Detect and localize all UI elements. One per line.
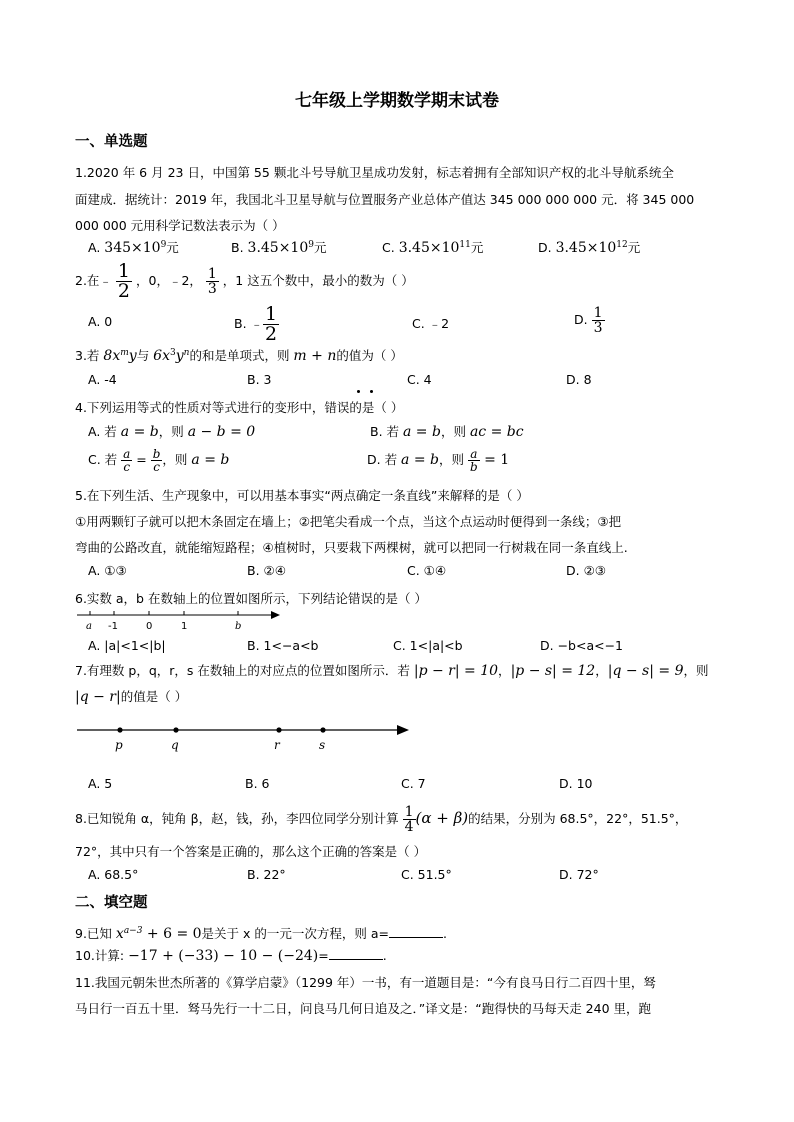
point-q — [173, 727, 178, 732]
option-c: C. ①④ — [407, 563, 447, 578]
option-b: B. 22° — [247, 867, 286, 882]
option-d: D. 10 — [559, 776, 593, 791]
option-a: A. 68.5° — [88, 867, 139, 882]
emphasis-dot — [370, 390, 373, 393]
option-b: B. ②④ — [247, 563, 286, 578]
question-text: 2.在﹣ $\frac{1}{2}$ ，0，﹣2， $\frac{1}{3}$ ，1 这五个数中，最小的数为（ ） — [75, 260, 414, 302]
question-text: 000 000 元用科学记数法表示为（ ） — [75, 218, 285, 233]
tick-label: 0 — [146, 621, 153, 632]
option-a: A. 5 — [88, 776, 113, 791]
option-d: D. ②③ — [566, 563, 606, 578]
section-heading-fill-blank: 二、填空题 — [75, 895, 148, 911]
point-label: q — [171, 738, 179, 752]
option-c: C. $3.45\times 10^{11}$元 — [382, 239, 484, 256]
option-a: A. |a|<1<|b| — [88, 638, 166, 653]
question-9: 9.已知 $x^{a-3} + 6 = 0$是关于 x 的一元一次方程，则 a= . — [75, 925, 447, 942]
question-text: |q − r|的值是（ ） — [75, 689, 188, 705]
option-b: B. ﹣ $\frac{1}{2}$ — [234, 303, 278, 345]
option-d: D. $\frac{1}{3}$ — [574, 305, 603, 336]
question-text: 7.有理数 p，q，r，s 在数轴上的对应点的位置如图所示．若 |p − r| = 10，|p − s| = 12，|q − s| = 9，则 — [75, 663, 709, 679]
question-text: 72°，其中只有一个答案是正确的，那么这个正确的答案是（ ） — [75, 844, 427, 859]
option-a: A. $345\times 10^9$元 — [88, 239, 179, 256]
question-text: 11.我国元朝朱世杰所著的《算学启蒙》（1299 年）一书，有一道题目是：“今有良马日行二百四十里，驽 — [75, 975, 656, 990]
option-d: D. $3.45\times 10^{12}$元 — [538, 239, 641, 256]
option-c: C. 51.5° — [401, 867, 452, 882]
tick-label: -1 — [108, 621, 118, 632]
question-text: 面建成．据统计：2019 年，我国北斗卫星导航与位置服务产业总体产值达 345 000 000 000 元．将 345 000 — [75, 192, 695, 207]
option-d: D. 8 — [566, 372, 592, 387]
answer-blank[interactable] — [329, 948, 383, 960]
option-b: B. 1<−a<b — [247, 638, 319, 653]
question-text: 5.在下列生活、生产现象中，可以用基本事实“两点确定一条直线”来解释的是（ ） — [75, 488, 529, 503]
option-a: A. -4 — [88, 372, 117, 387]
point-label: p — [115, 738, 123, 752]
option-b: B. 6 — [245, 776, 270, 791]
axis-arrow — [271, 611, 280, 619]
option-b: B. $3.45\times 10^9$元 — [231, 239, 327, 256]
option-a: A. 若 a = b，则 a − b = 0 — [88, 424, 256, 440]
option-a: A. ①③ — [88, 563, 127, 578]
option-c: C. 若 $\frac{a}{c}$ = $\frac{b}{c}$ ，则 a = b — [88, 447, 230, 474]
number-line-figure — [75, 718, 415, 754]
answer-blank[interactable] — [389, 926, 443, 938]
question-text: 弯曲的公路改直，就能缩短路程；④植树时，只要栽下两棵树，就可以把同一行树栽在同一条直线上. — [75, 540, 628, 555]
question-text: ①用两颗钉子就可以把木条固定在墙上；②把笔尖看成一个点，当这个点运动时便得到一条线；③把 — [75, 514, 622, 529]
option-d: D. 若 a = b，则 $\frac{a}{b}$ = 1 — [367, 447, 510, 474]
point-p — [117, 727, 122, 732]
point-r — [276, 727, 281, 732]
number-line-figure — [75, 605, 285, 633]
axis-arrow — [397, 725, 409, 735]
option-c: C. 4 — [407, 372, 432, 387]
question-text: 8.已知锐角 α，钝角 β，赵，钱，孙，李四位同学分别计算 $\frac{1}{4}$ (α + β)的结果，分别为 68.5°，22°，51.5°， — [75, 804, 688, 835]
option-b: B. 3 — [247, 372, 272, 387]
emphasis-dot — [357, 390, 360, 393]
page-title: 七年级上学期数学期末试卷 — [295, 91, 499, 111]
question-text: 马日行一百五十里．驽马先行一十二日，问良马几何日追及之．”译文是：“跑得快的马每天走 240 里，跑 — [75, 1001, 652, 1016]
tick-label: 1 — [181, 621, 188, 632]
option-b: B. 若 a = b，则 ac = bc — [370, 424, 524, 440]
question-text: 6.实数 a，b 在数轴上的位置如图所示，下列结论错误的是（ ） — [75, 591, 427, 606]
option-c: C. ﹣2 — [412, 316, 450, 331]
option-d: D. 72° — [559, 867, 599, 882]
question-text: 1.2020 年 6 月 23 日，中国第 55 颗北斗号导航卫星成功发射，标志着拥有全部知识产权的北斗导航系统全 — [75, 165, 674, 180]
tick-label: b — [235, 621, 242, 632]
option-a: A. 0 — [88, 314, 113, 329]
point-s — [320, 727, 325, 732]
section-heading-single-choice: 一、单选题 — [75, 134, 148, 150]
option-d: D. −b<a<−1 — [540, 638, 624, 653]
question-text: 4.下列运用等式的性质对等式进行的变形中，错误的是（ ） — [75, 400, 404, 415]
point-label: s — [319, 738, 326, 752]
point-label: r — [274, 738, 280, 752]
question-10: 10.计算: −17 + (−33) − 10 − (−24)= . — [75, 948, 387, 964]
option-c: C. 7 — [401, 776, 426, 791]
tick-label: a — [86, 621, 92, 632]
question-text: 3.若 $8x^my$与 $6x^3y^n$的和是单项式，则 m + n的值为（ ） — [75, 347, 403, 364]
option-c: C. 1<|a|<b — [393, 638, 463, 653]
